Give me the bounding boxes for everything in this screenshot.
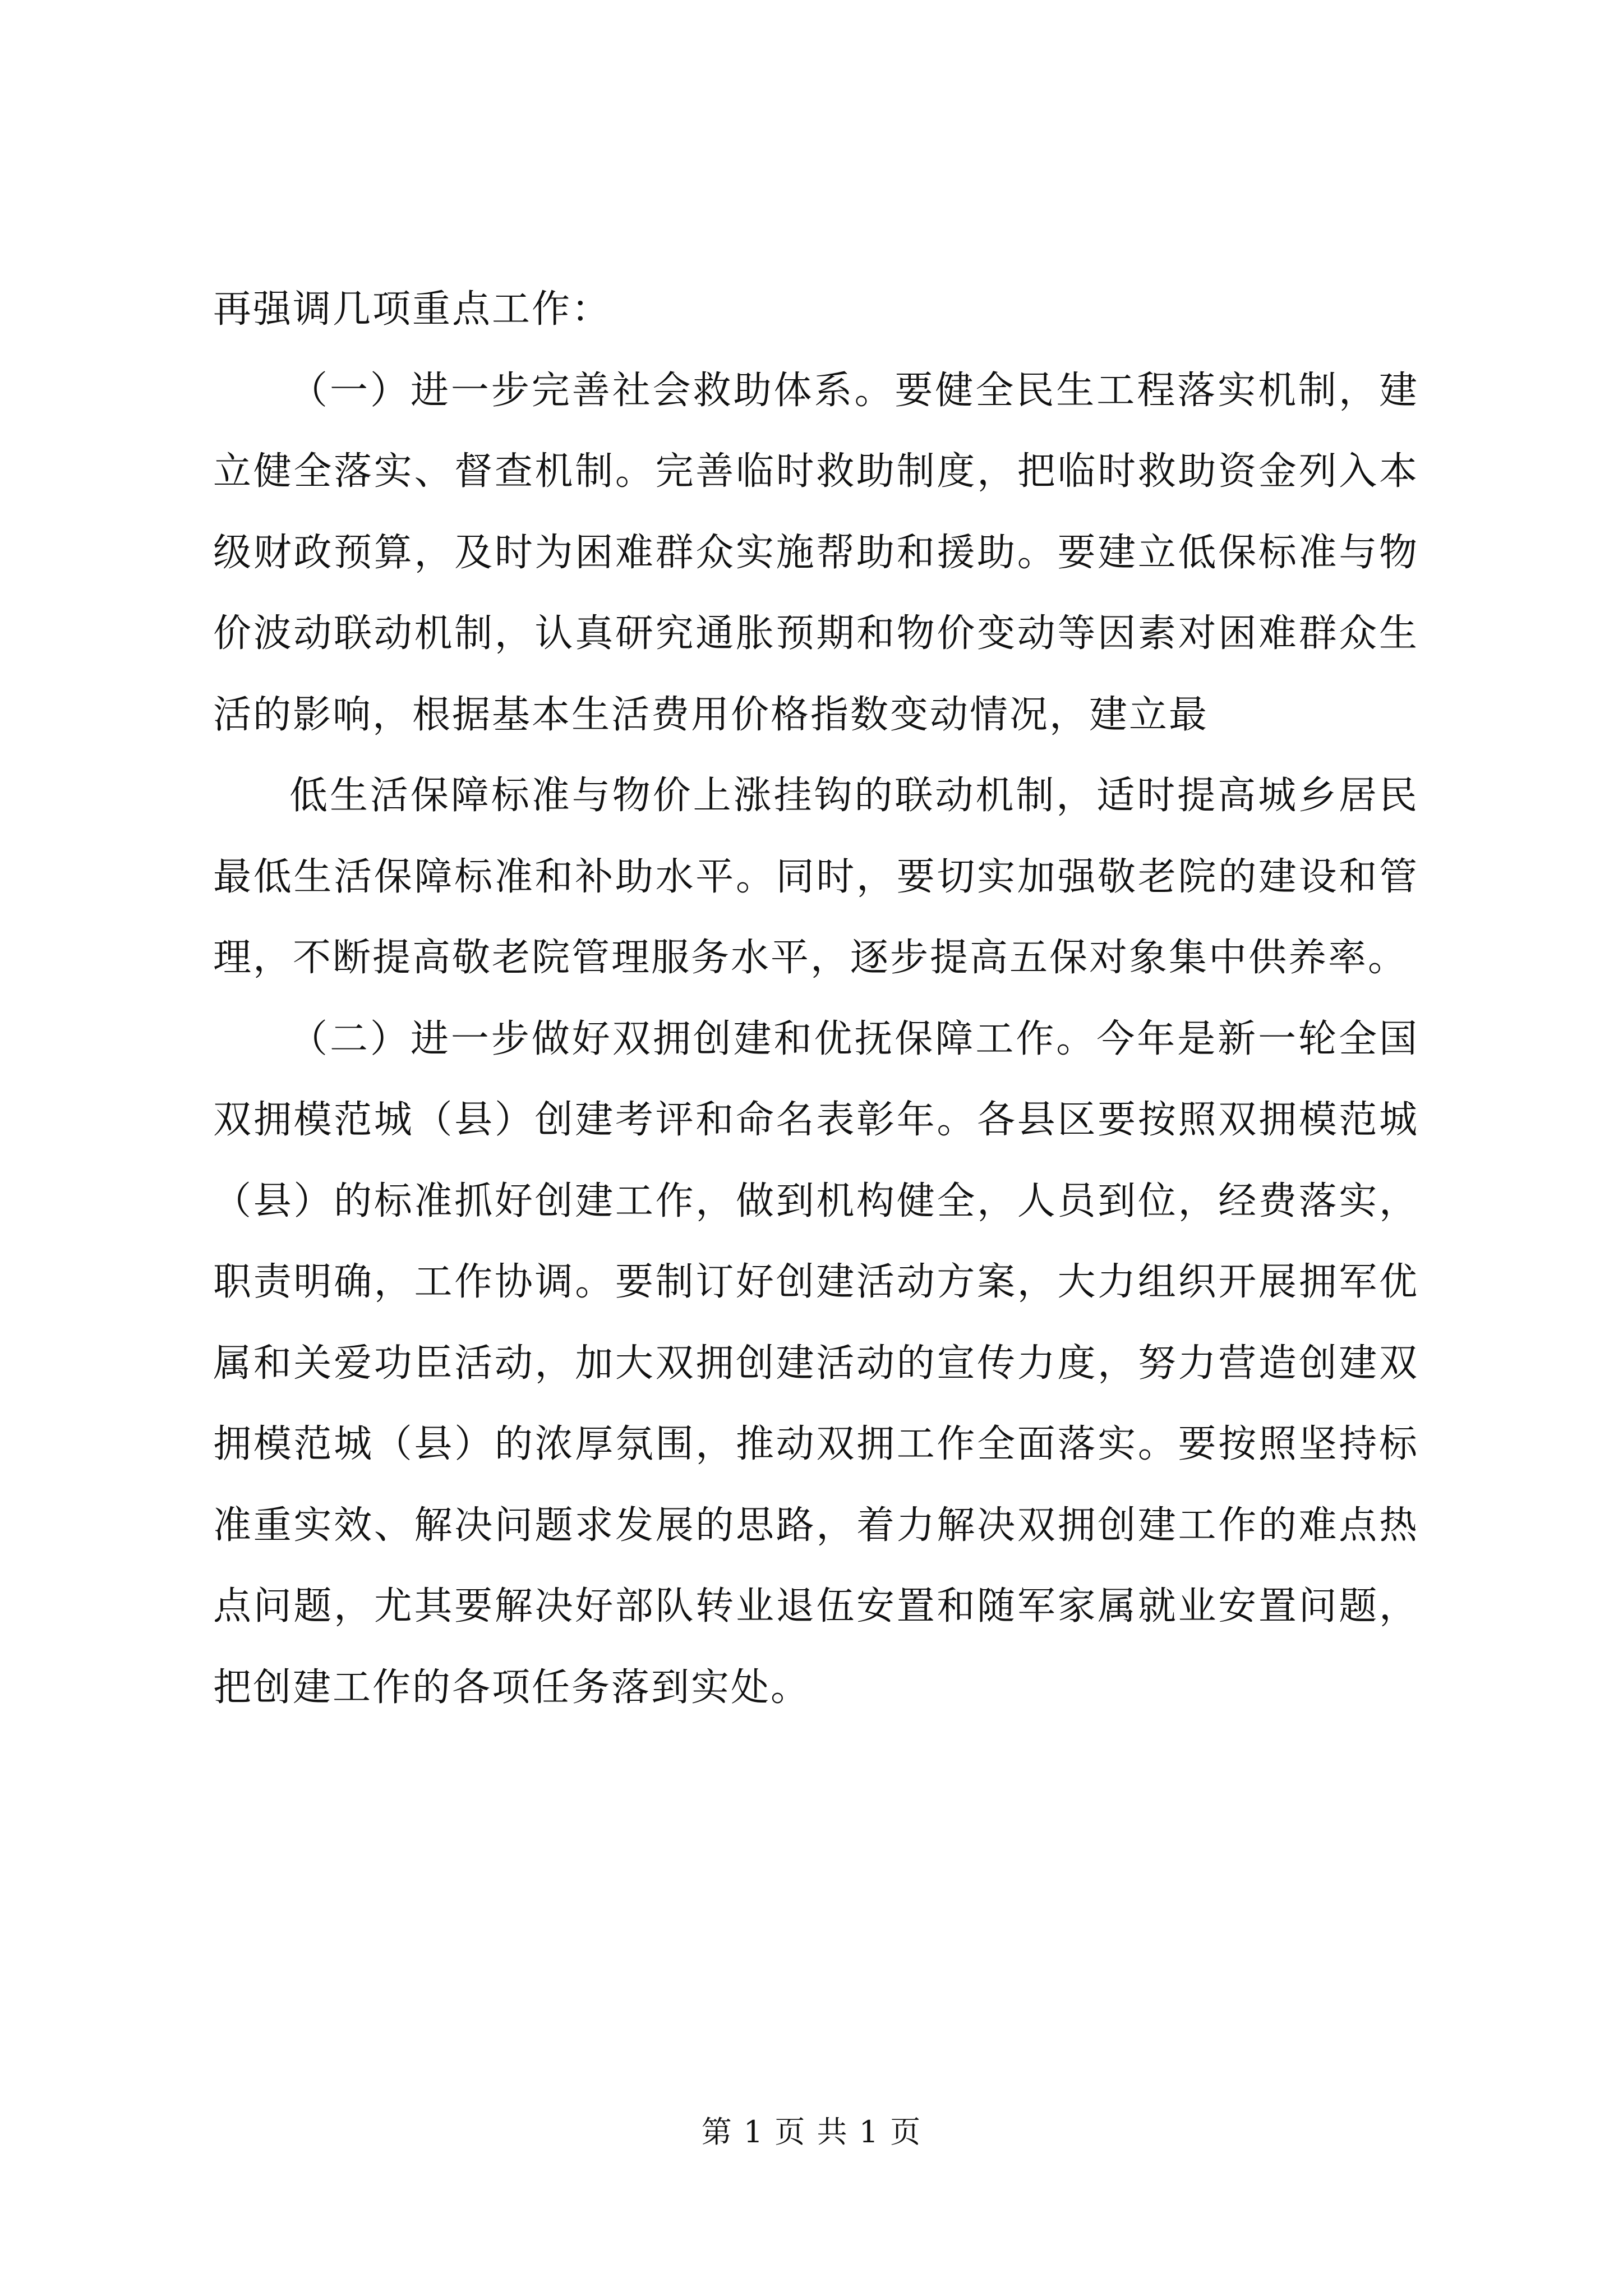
- paragraph-intro: 再强调几项重点工作：: [213, 287, 612, 332]
- paragraph-section-1: （一）进一步完善社会救助体系。要健全民生工程落实机制，建立健全落实、督查机制。完善临时救助制度，把临时救助资金列入本级财政预算，及时为困难群众实施帮助和援助。要建立低保标准与物价波动联动机制，认真研究通胀预期和物价变动等因素对困难群众生活的影响，根据基本生活费用价格指数变动情况，建立最: [213, 368, 1419, 737]
- page-number-footer: 第 1 页 共 1 页: [701, 2114, 922, 2150]
- paragraph-section-2: （二）进一步做好双拥创建和优抚保障工作。今年是新一轮全国双拥模范城（县）创建考评和命名表彰年。各县区要按照双拥模范城（县）的标准抓好创建工作，做到机构健全，人员到位，经费落实，职责明确，工作协调。要制订好创建活动方案，大力组织开展拥军优属和关爱功臣活动，加大双拥创建活动的宣传力度，努力营造创建双拥模范城（县）的浓厚氛围，推动双拥工作全面落实。要按照坚持标准重实效、解决问题求发展的思路，着力解决双拥创建工作的难点热点问题，尤其要解决好部队转业退伍安置和随军家属就业安置问题，把创建工作的各项任务落到实处。: [213, 1016, 1419, 1710]
- document-body: [213, 269, 1419, 1728]
- paragraph-section-1-continued: 低生活保障标准与物价上涨挂钩的联动机制，适时提高城乡居民最低生活保障标准和补助水平。同时，要切实加强敬老院的建设和管理，不断提高敬老院管理服务水平，逐步提高五保对象集中供养率。: [213, 774, 1419, 980]
